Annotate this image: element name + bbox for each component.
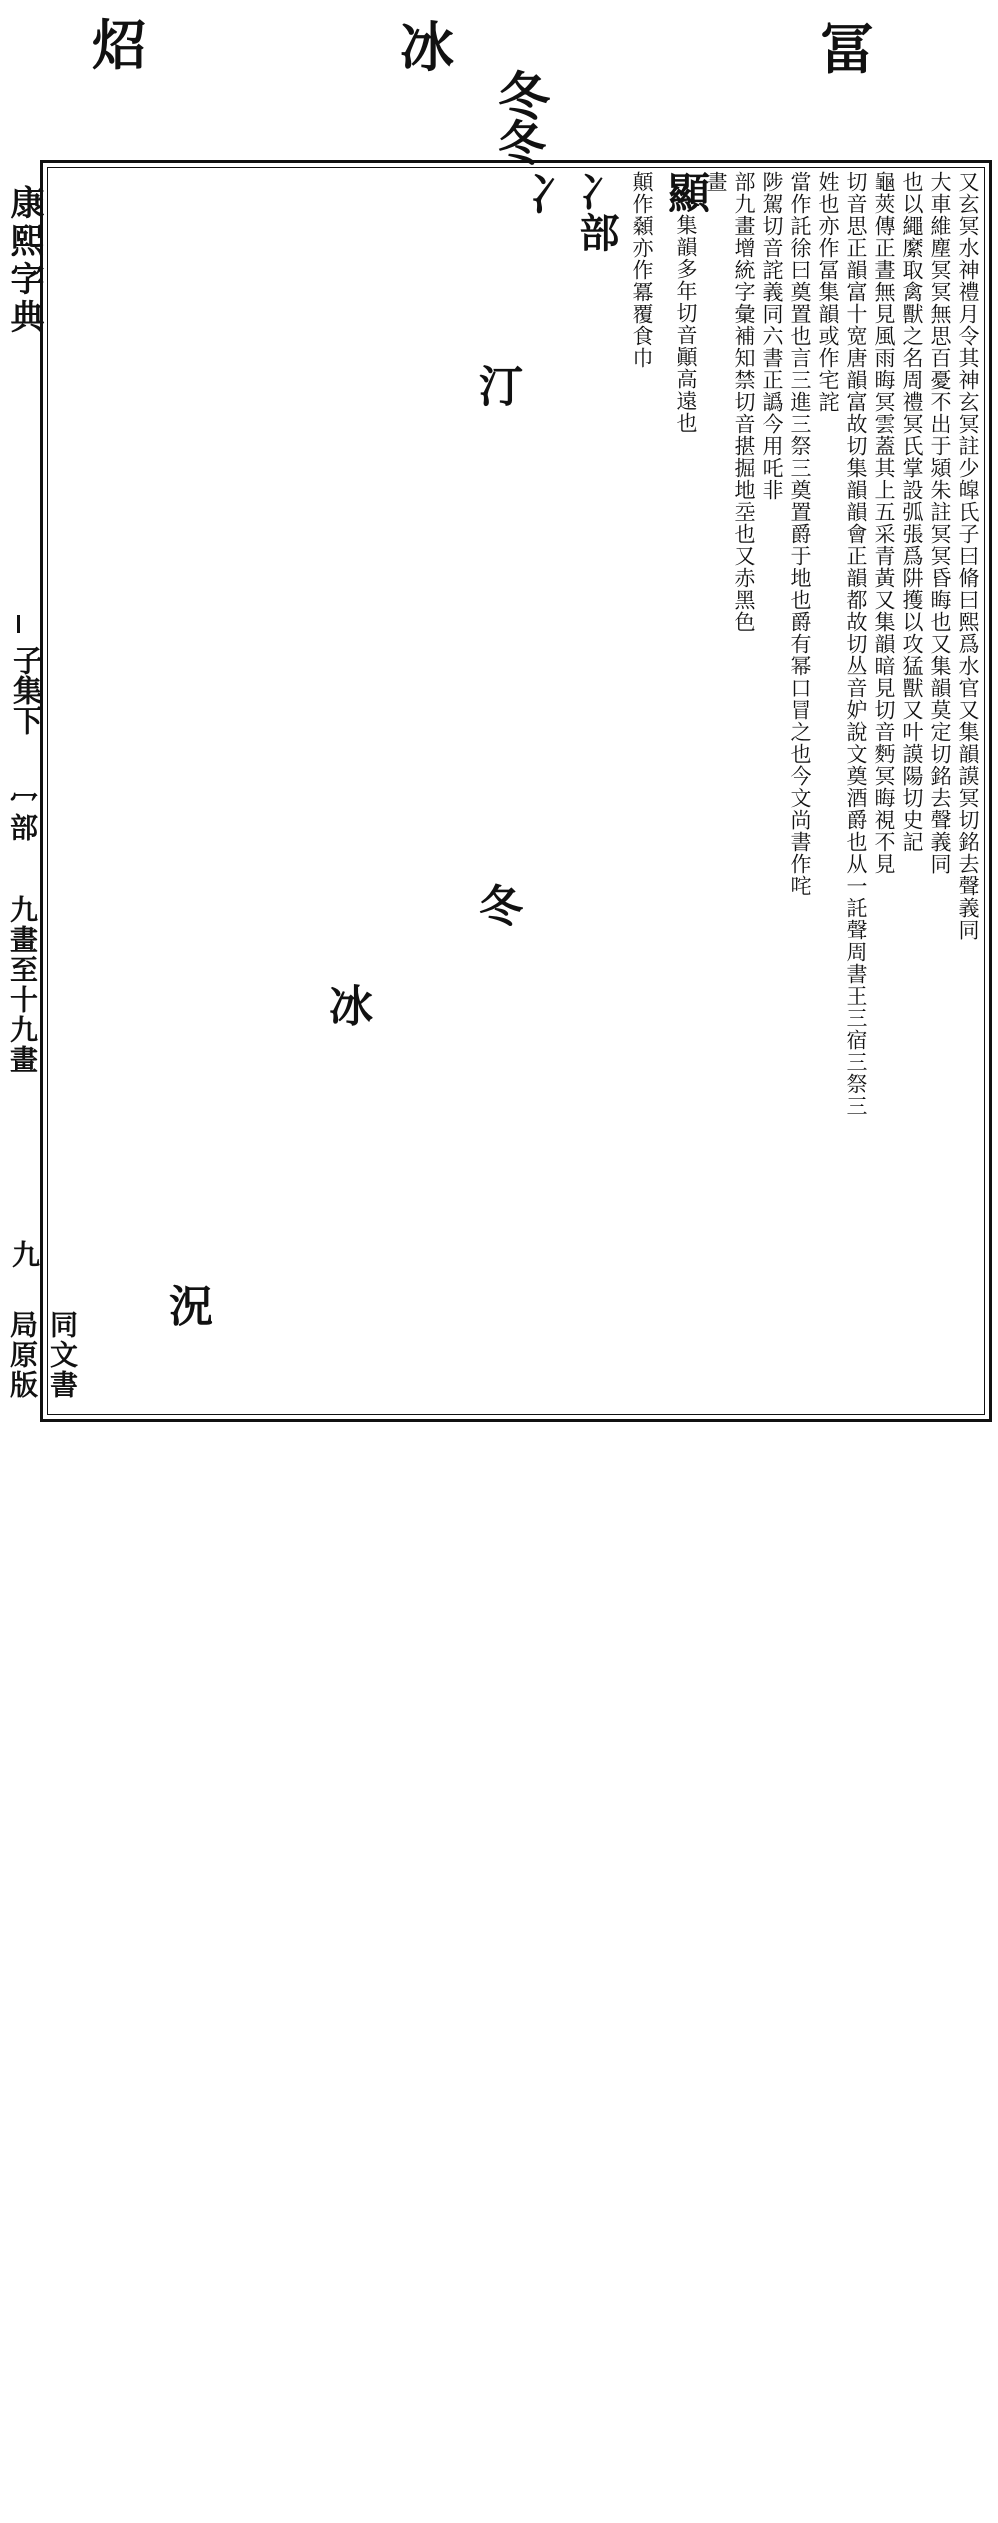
text-column: 大車維塵冥冥無思百憂不出于熲朱註冥冥昏晦也又集韻莫定切銘去聲義同 bbox=[928, 171, 952, 875]
book-title: 康熙字典 bbox=[4, 185, 44, 337]
stroke-range: 九畫至十九畫 bbox=[6, 895, 39, 1075]
headword: 顯 bbox=[662, 171, 711, 214]
headword-dong: 冬 bbox=[471, 883, 522, 928]
text-column: 當作託徐曰奠置也言三進三祭三奠置爵于地也爵有幂口冒之也今文尚書作咤 bbox=[788, 171, 812, 897]
seal-char-middle: 冰 bbox=[400, 15, 454, 79]
radical-label: 冖部 bbox=[6, 785, 39, 841]
text-column: 陟駕切音詫義同六書正譌今用吒非 bbox=[760, 171, 784, 501]
section-label: 子集下 bbox=[7, 645, 42, 735]
text-column: 切音思正韻富十宽唐韻富故切集韻韻會正韻都故切丛音妒說文奠酒爵也从一託聲周書王三宿三祭三 bbox=[844, 171, 868, 1117]
headword-gloss: 集韻多年切音顚高遠也 bbox=[674, 214, 698, 434]
headword-column bbox=[659, 171, 711, 1411]
page-spine bbox=[0, 175, 79, 1425]
seal-char-right: 冨 bbox=[820, 17, 874, 81]
text-column: 畫 bbox=[704, 171, 728, 193]
headword-ding: 汀 bbox=[471, 363, 522, 408]
headword-kuang: 況 bbox=[161, 1283, 212, 1328]
headword-bing: 冫 bbox=[521, 171, 572, 216]
page-number: 九 bbox=[8, 1240, 41, 1268]
text-column: 又玄冥水神禮月令其神玄冥註少皡氏子曰脩曰熙爲水官又集韻謨冥切銘去聲義同 bbox=[956, 171, 980, 941]
text-column: 也以繩縻取禽獸之名周禮冥氏掌設弧張爲阱擭以攻猛獸又叶謨陽切史記 bbox=[900, 171, 924, 853]
seal-char-middle-2: 冬 bbox=[498, 67, 551, 128]
text-column: 姓也亦作冨集韻或作宅詫 bbox=[816, 171, 840, 413]
seal-char-middle-3: 冬 bbox=[498, 116, 547, 172]
spine-rule bbox=[17, 615, 20, 633]
text-column: 顛作顙亦作冪覆食巾 bbox=[630, 171, 654, 369]
text-column: 龜莢傳正晝無見風雨晦冥雲蓋其上五采青黃又集韻暗見切音麪冥晦視不見 bbox=[872, 171, 896, 875]
radical-heading: 冫部 bbox=[573, 171, 620, 253]
publisher: 同文書局原版 bbox=[6, 1310, 79, 1400]
seal-char-left: 炤 bbox=[92, 13, 146, 77]
headword-bing-2: 冰 bbox=[321, 983, 372, 1028]
text-column: 部九畫增統字彙補知禁切音揕掘地坖也又赤黑色 bbox=[732, 171, 756, 633]
text-frame bbox=[40, 160, 992, 1422]
